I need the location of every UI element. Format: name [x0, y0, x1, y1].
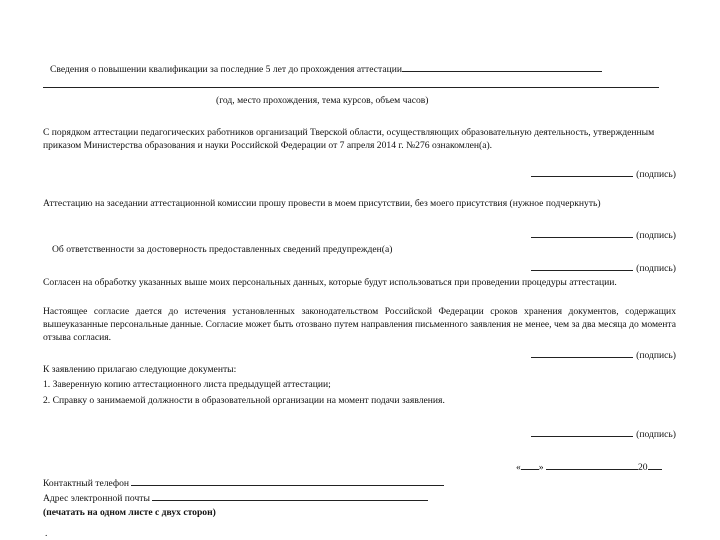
signature-label: (подпись) [636, 350, 676, 361]
responsibility-line: Об ответственности за достоверность предоставленных сведений предупрежден(а) [52, 244, 393, 255]
email-label: Адрес электронной почты [43, 493, 150, 504]
signature-3 [531, 261, 676, 274]
footer-mark: . [45, 528, 48, 539]
procedure-paragraph: С порядком аттестации педагогических работников организаций Тверской области, осуществляющих образовательную деятельность, утвержденным приказом Министерства образования и науки Российской Федерации от 7 апреля 2014 г. №276 ознакомлен(а). [43, 127, 655, 151]
date-line [516, 460, 662, 473]
date-close-quote: » [538, 462, 544, 473]
attachment-item: 2. Справку о занимаемой должности в образовательной организации на момент подачи заявления. [43, 395, 445, 406]
qualification-hint: (год, место прохождения, тема курсов, объем часов) [216, 95, 429, 106]
signature-1 [531, 167, 676, 180]
presence-paragraph: Аттестацию на заседании аттестационной комиссии прошу провести в моем присутствии, без моего присутствия (нужное подчеркнуть) [43, 198, 601, 209]
signature-5 [531, 427, 676, 440]
signature-field[interactable] [531, 167, 633, 177]
email-field[interactable] [152, 491, 428, 501]
consent-paragraph: Согласен на обработку указанных выше моих персональных данных, которые будут использоваться при проведении процедуры аттестации. [43, 277, 617, 288]
signature-label: (подпись) [636, 429, 676, 440]
signature-label: (подпись) [636, 230, 676, 241]
print-note: (печатать на одном листе с двух сторон) [43, 507, 216, 518]
signature-label: (подпись) [636, 263, 676, 274]
qualification-field[interactable] [402, 62, 602, 72]
qualification-line [50, 62, 602, 75]
date-open-quote: « [516, 462, 521, 473]
email-line [43, 491, 428, 504]
phone-field[interactable] [131, 476, 444, 486]
date-day-field[interactable] [521, 460, 539, 470]
signature-label: (подпись) [636, 169, 676, 180]
signature-field[interactable] [531, 348, 633, 358]
signature-field[interactable] [531, 228, 633, 238]
date-month-field[interactable] [546, 460, 638, 470]
qualification-field-line-2[interactable] [43, 87, 659, 88]
qualification-label: Сведения о повышении квалификации за последние 5 лет до прохождения аттестации [50, 64, 402, 75]
phone-label: Контактный телефон [43, 478, 130, 489]
attachment-item: 1. Заверенную копию аттестационного листа предыдущей аттестации; [43, 379, 331, 390]
phone-line [43, 476, 444, 489]
signature-field[interactable] [531, 427, 633, 437]
consent-term-paragraph: Настоящее согласие дается до истечения установленных законодательством Российской Федерации сроков хранения документов, содержащих вышеуказанные персональные данные. Согласие может быть отозвано путем направления письменного заявления не менее, чем за два месяца до момента отзыва согласия. [43, 306, 676, 343]
attachments-intro: К заявлению прилагаю следующие документы: [43, 364, 237, 375]
signature-4 [531, 348, 676, 361]
date-year-field[interactable] [648, 460, 662, 470]
signature-field[interactable] [531, 261, 633, 271]
signature-2 [531, 228, 676, 241]
date-year-prefix: 20 [638, 462, 648, 473]
